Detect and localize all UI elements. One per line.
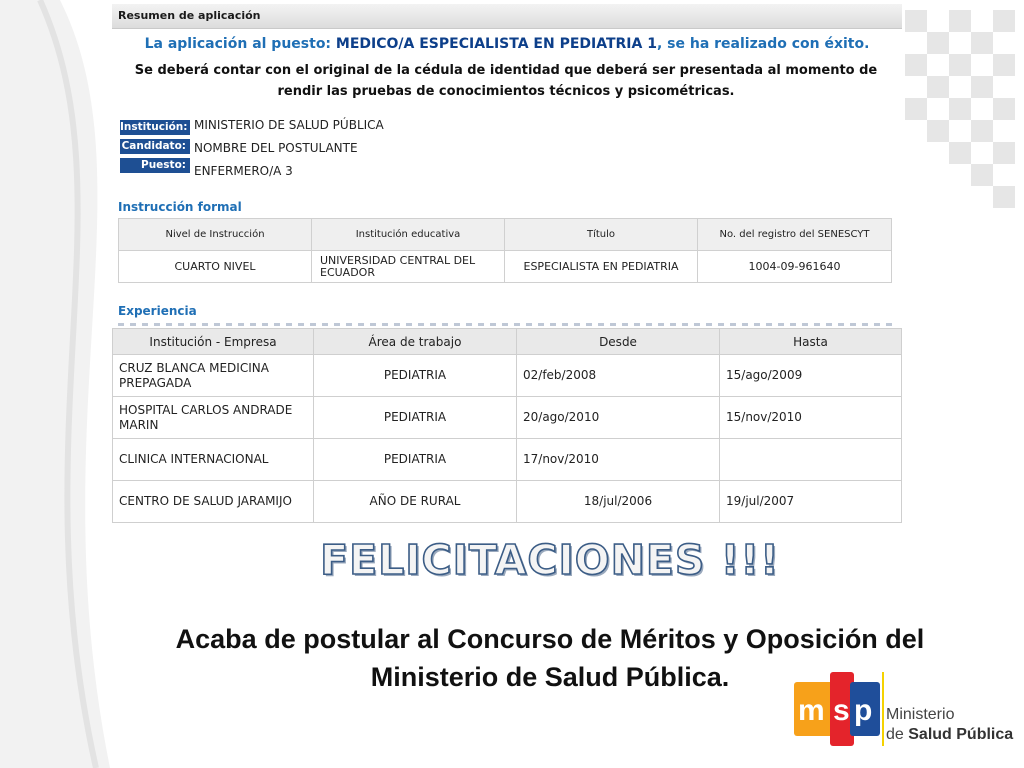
table-cell: PEDIATRIA	[314, 439, 517, 481]
identity-notice: Se deberá contar con el original de la cédula de identidad que deberá ser presentada al momento de rendir las pruebas de conocimientos técnicos y psicométricas.	[134, 63, 878, 99]
table-row	[113, 397, 902, 439]
column-header: Hasta	[720, 329, 902, 355]
table-cell: PEDIATRIA	[314, 397, 517, 439]
table-cell: 1004-09-961640	[698, 251, 892, 283]
position-name: MEDICO/A ESPECIALISTA EN PEDIATRIA 1	[335, 36, 657, 52]
table-row	[113, 355, 902, 397]
felicitaciones-heading: FELICITACIONES !!!	[320, 536, 780, 584]
table-cell: 02/feb/2008	[517, 355, 720, 397]
candidato-value: NOMBRE DEL POSTULANTE	[194, 141, 358, 155]
table-cell: 15/ago/2009	[720, 355, 902, 397]
table-cell: PEDIATRIA	[314, 355, 517, 397]
logo-line-1: Ministerio	[886, 706, 955, 723]
column-header: No. del registro del SENESCYT	[698, 219, 892, 251]
table-cell: 19/jul/2007	[720, 481, 902, 523]
column-header: Institución educativa	[312, 219, 505, 251]
svg-text:s: s	[833, 694, 850, 727]
institucion-value: MINISTERIO DE SALUD PÚBLICA	[194, 118, 384, 132]
puesto-value: ENFERMERO/A 3	[194, 164, 293, 178]
success-message: La aplicación al puesto: MEDICO/A ESPECIALISTA EN PEDIATRIA 1, se ha realizado con éxito.	[144, 36, 870, 52]
puesto-label: Puesto:	[120, 158, 190, 173]
table-cell: CLINICA INTERNACIONAL	[113, 439, 314, 481]
table-header-row	[113, 329, 902, 355]
table-cell: CUARTO NIVEL	[119, 251, 312, 283]
table-cell: 15/nov/2010	[720, 397, 902, 439]
formal-education-title: Instrucción formal	[118, 200, 242, 214]
summary-header	[112, 4, 902, 29]
experience-table	[112, 328, 902, 523]
table-cell: HOSPITAL CARLOS ANDRADE MARIN	[113, 397, 314, 439]
logo-text	[886, 705, 1013, 745]
table-cell: 18/jul/2006	[517, 481, 720, 523]
table-cell: 20/ago/2010	[517, 397, 720, 439]
formal-education-table	[118, 218, 892, 283]
table-header-row	[119, 219, 892, 251]
application-summary-panel	[112, 4, 902, 326]
table-row	[113, 439, 902, 481]
institucion-label: Institución:	[120, 120, 190, 135]
svg-text:m: m	[798, 694, 825, 727]
column-header: Institución - Empresa	[113, 329, 314, 355]
table-cell: 17/nov/2010	[517, 439, 720, 481]
table-cell: CENTRO DE SALUD JARAMIJO	[113, 481, 314, 523]
column-header: Desde	[517, 329, 720, 355]
column-header: Nivel de Instrucción	[119, 219, 312, 251]
column-header: Título	[505, 219, 698, 251]
table-cell: AÑO DE RURAL	[314, 481, 517, 523]
table-cell: ESPECIALISTA EN PEDIATRIA	[505, 251, 698, 283]
experience-title: Experiencia	[118, 304, 197, 318]
summary-header-title: Resumen de aplicación	[118, 9, 261, 22]
table-cell: CRUZ BLANCA MEDICINA PREPAGADA	[113, 355, 314, 397]
table-row	[113, 481, 902, 523]
candidato-label: Candidato:	[120, 139, 190, 154]
table-cell	[720, 439, 902, 481]
logo-line-2: de Salud Pública	[886, 726, 1014, 743]
table-cell: UNIVERSIDAD CENTRAL DEL ECUADOR	[312, 251, 505, 283]
table-row	[119, 251, 892, 283]
svg-text:p: p	[854, 694, 873, 727]
divider	[118, 323, 892, 326]
application-confirmation-text: Acaba de postular al Concurso de Méritos y Oposición del Ministerio de Salud Pública.	[175, 624, 925, 692]
column-header: Área de trabajo	[314, 329, 517, 355]
